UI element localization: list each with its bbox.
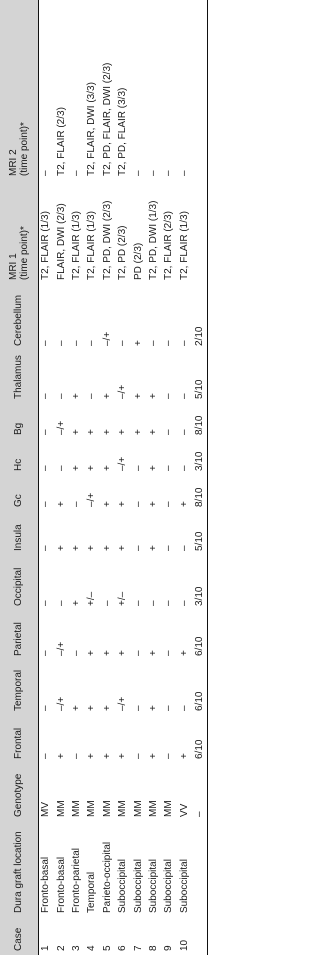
table-cell: –: [163, 600, 175, 606]
table-cell: T2, FLAIR (1/3): [40, 211, 52, 280]
table-cell: +: [147, 753, 159, 759]
table-cell: +: [101, 753, 113, 759]
table-cell: –: [55, 600, 67, 606]
column-header-label: Hc: [13, 458, 25, 471]
table-cell: +: [147, 501, 159, 507]
table-cell: MV: [40, 802, 52, 817]
table-cell: T2, FLAIR, DWI (3/3): [86, 82, 98, 176]
table-cell: –: [70, 340, 82, 346]
table-cell: +: [86, 650, 98, 656]
table-cell: –/+: [86, 492, 98, 507]
table-cell: +: [70, 429, 82, 435]
column-header: [0, 763, 38, 821]
table-cell: +: [147, 465, 159, 471]
table-cell: –: [86, 340, 98, 346]
table-header-row: [0, 0, 38, 955]
table-cell: –: [163, 393, 175, 399]
table-cell: MM: [132, 800, 144, 817]
table-row: [38, 0, 53, 955]
table-cell: +: [70, 465, 82, 471]
table-cell: +: [132, 340, 144, 346]
table-cell: –: [117, 340, 129, 346]
table-cell: +: [101, 545, 113, 551]
table-row: [115, 0, 130, 955]
column-header: [0, 555, 38, 610]
table-cell: T2, PD, FLAIR (3/3): [117, 87, 129, 176]
table-cell: +: [55, 545, 67, 551]
table-cell: –: [70, 753, 82, 759]
table-cell: –: [163, 501, 175, 507]
table-cell: –/+: [55, 420, 67, 435]
table-cell: –: [40, 170, 52, 176]
table-cell: [192, 821, 207, 917]
table-cell: 3/10: [192, 439, 207, 475]
table-cell: Suboccipital: [132, 859, 144, 913]
table-cell: Fronto-basal: [55, 856, 67, 913]
table-cell: –: [147, 340, 159, 346]
table-cell: +: [70, 600, 82, 606]
table-cell: Suboccipital: [163, 859, 175, 913]
table-cell: +: [101, 705, 113, 711]
table-cell: +: [117, 545, 129, 551]
table-row: [100, 0, 115, 955]
table-cell: +: [70, 545, 82, 551]
table-cell: MM: [70, 800, 82, 817]
table-cell: +/–: [86, 591, 98, 606]
table-row: [146, 0, 161, 955]
table-cell: +: [147, 650, 159, 656]
table-cell: 2/10: [192, 284, 207, 350]
column-header: [0, 917, 38, 955]
column-header: [0, 403, 38, 439]
table-cell: +: [117, 501, 129, 507]
table-cell: –: [55, 465, 67, 471]
column-header-label: Genotype: [13, 773, 25, 817]
column-header: [0, 610, 38, 660]
column-header: [0, 715, 38, 763]
table-cell: T2, FLAIR (2/3): [163, 211, 175, 280]
table-cell: –: [40, 545, 52, 551]
table-cell: –: [40, 753, 52, 759]
column-header-label: Dura graft location: [13, 831, 25, 913]
table-cell: 1: [40, 945, 52, 951]
table-cell: –: [178, 393, 190, 399]
table-cell: +: [86, 753, 98, 759]
column-header-label: Thalamus: [13, 355, 25, 399]
table-cell: +: [55, 753, 67, 759]
table-cell: –: [163, 753, 175, 759]
table-cell: –: [178, 545, 190, 551]
table-cell: –: [132, 705, 144, 711]
table-cell: [192, 0, 207, 180]
table-cell: +: [132, 393, 144, 399]
table-cell: –/+: [117, 384, 129, 399]
table-cell: 8/10: [192, 403, 207, 439]
table-cell: –: [40, 501, 52, 507]
table-cell: +: [147, 393, 159, 399]
table-cell: –: [132, 501, 144, 507]
table-cell: –: [178, 429, 190, 435]
table-cell: 6/10: [192, 610, 207, 660]
table-cell: –/+: [55, 696, 67, 711]
table-cell: –: [147, 600, 159, 606]
table-row: [161, 0, 176, 955]
table-row: [69, 0, 84, 955]
column-header: [0, 439, 38, 475]
table-cell: 8: [147, 945, 159, 951]
column-header-label: Insula: [13, 524, 25, 551]
table-cell: +/–: [117, 591, 129, 606]
table-cell: +: [132, 429, 144, 435]
column-header-sublabel: (time point)*: [18, 122, 30, 176]
table-cell: MM: [147, 800, 159, 817]
column-header-sublabel: (time point)*: [18, 226, 30, 280]
column-header: [0, 180, 38, 284]
table-body: [38, 0, 207, 955]
table-cell: +: [147, 429, 159, 435]
table-cell: 5/10: [192, 350, 207, 403]
table-cell: +: [86, 705, 98, 711]
table-cell: +: [70, 705, 82, 711]
table-cell: –: [178, 340, 190, 346]
column-header-label: Bg: [13, 422, 25, 435]
table-cell: 9: [163, 945, 175, 951]
table-cell: +: [178, 753, 190, 759]
table-cell: Suboccipital: [147, 859, 159, 913]
table-cell: +: [117, 753, 129, 759]
table-cell: [192, 917, 207, 955]
table-cell: –: [178, 600, 190, 606]
table-cell: –: [40, 650, 52, 656]
table-cell: T2, FLAIR (2/3): [55, 107, 67, 176]
table-cell: –: [163, 429, 175, 435]
table-cell: –: [55, 393, 67, 399]
table-cell: FLAIR, DWI (2/3): [55, 203, 67, 280]
table-cell: –: [132, 545, 144, 551]
table-cell: –: [163, 705, 175, 711]
table-cell: 3: [70, 945, 82, 951]
table-row: [84, 0, 99, 955]
table-cell: MM: [117, 800, 129, 817]
table-cell: MM: [55, 800, 67, 817]
table-cell: Suboccipital: [117, 859, 129, 913]
table-cell: +: [178, 501, 190, 507]
table-cell: –: [70, 650, 82, 656]
table-cell: PD (2/3): [132, 242, 144, 280]
table-cell: +: [55, 501, 67, 507]
table-cell: –: [163, 545, 175, 551]
table-cell: –: [163, 340, 175, 346]
table-cell: –: [163, 650, 175, 656]
table-cell: T2, PD, DWI (1/3): [147, 200, 159, 280]
table-cell: +: [101, 465, 113, 471]
column-header-label: Case: [13, 927, 25, 951]
column-header: [0, 0, 38, 180]
table-cell: –: [86, 393, 98, 399]
table-cell: +: [101, 429, 113, 435]
table-cell: +: [178, 650, 190, 656]
table-cell: MM: [163, 800, 175, 817]
table-cell: T2, PD (2/3): [117, 225, 129, 280]
table-cell: 3/10: [192, 555, 207, 610]
totals-row: [192, 0, 207, 955]
table-cell: T2, PD, FLAIR, DWI (2/3): [101, 62, 113, 176]
table-cell: [192, 180, 207, 284]
table-cell: +: [101, 393, 113, 399]
table-cell: +: [70, 393, 82, 399]
table-cell: MM: [101, 800, 113, 817]
table-cell: 10: [178, 939, 190, 951]
column-header: [0, 284, 38, 350]
table-cell: VV: [178, 803, 190, 817]
table-cell: –: [163, 465, 175, 471]
table-cell: 5/10: [192, 511, 207, 555]
table-cell: T2, PD, DWI (2/3): [101, 200, 113, 280]
column-header-label: Gc: [13, 494, 25, 507]
column-header-label: Parietal: [13, 622, 25, 656]
table-cell: Temporal: [86, 871, 98, 913]
table-cell: –: [40, 600, 52, 606]
column-header-label: Temporal: [13, 669, 25, 711]
table-cell: +: [101, 650, 113, 656]
table-cell: 5: [101, 945, 113, 951]
table-row: [53, 0, 68, 955]
table-cell: –: [101, 600, 113, 606]
table-cell: +: [117, 429, 129, 435]
table-cell: –: [163, 170, 175, 176]
table-cell: –: [40, 465, 52, 471]
table-cell: +: [86, 545, 98, 551]
table-cell: T2, FLAIR (1/3): [86, 211, 98, 280]
table-cell: 7: [132, 945, 144, 951]
table-cell: +: [147, 705, 159, 711]
table-cell: T2, FLAIR (1/3): [178, 211, 190, 280]
column-header-label: Frontal: [13, 727, 25, 759]
column-header-label: Occipital: [13, 567, 25, 606]
table-cell: Suboccipital: [178, 859, 190, 913]
table-cell: –/+: [117, 456, 129, 471]
table-cell: –/+: [55, 641, 67, 656]
column-header-label: MRI 2: [7, 149, 19, 176]
table-cell: –: [178, 705, 190, 711]
table-cell: –: [147, 170, 159, 176]
table-cell: 2: [55, 945, 67, 951]
table-cell: –: [178, 465, 190, 471]
table-cell: 6: [117, 945, 129, 951]
table-row: [177, 0, 192, 955]
table-cell: MM: [86, 800, 98, 817]
table-cell: –: [178, 170, 190, 176]
table-cell: +: [117, 650, 129, 656]
table-cell: +: [147, 545, 159, 551]
table-cell: 4: [86, 945, 98, 951]
column-header: [0, 475, 38, 511]
table-cell: –/+: [101, 331, 113, 346]
table-cell: Parieto-occipital: [101, 841, 113, 913]
table-cell: –: [132, 600, 144, 606]
column-header-label: MRI 1: [7, 253, 19, 280]
table-cell: +: [86, 465, 98, 471]
table-cell: –: [132, 650, 144, 656]
table-cell: Fronto-parietal: [70, 847, 82, 913]
table-cell: +: [101, 501, 113, 507]
table-cell: 8/10: [192, 475, 207, 511]
table-cell: –: [192, 763, 207, 821]
column-header: [0, 821, 38, 917]
table-cell: +: [86, 429, 98, 435]
table-cell: Fronto-basal: [40, 856, 52, 913]
table-cell: –/+: [117, 696, 129, 711]
column-header: [0, 511, 38, 555]
table-cell: 6/10: [192, 660, 207, 715]
table-cell: 6/10: [192, 715, 207, 763]
column-header: [0, 350, 38, 403]
table-cell: –: [40, 393, 52, 399]
column-header: [0, 660, 38, 715]
table-cell: –: [55, 340, 67, 346]
table-cell: –: [70, 170, 82, 176]
table-cell: T2, FLAIR (1/3): [70, 211, 82, 280]
table-cell: –: [40, 429, 52, 435]
table-row: [130, 0, 145, 955]
column-header-label: Cerebellum: [13, 294, 25, 346]
table-cell: –: [70, 501, 82, 507]
table-cell: –: [132, 753, 144, 759]
table-cell: –: [132, 170, 144, 176]
table-cell: –: [40, 705, 52, 711]
table-cell: –: [132, 465, 144, 471]
table-cell: –: [40, 340, 52, 346]
